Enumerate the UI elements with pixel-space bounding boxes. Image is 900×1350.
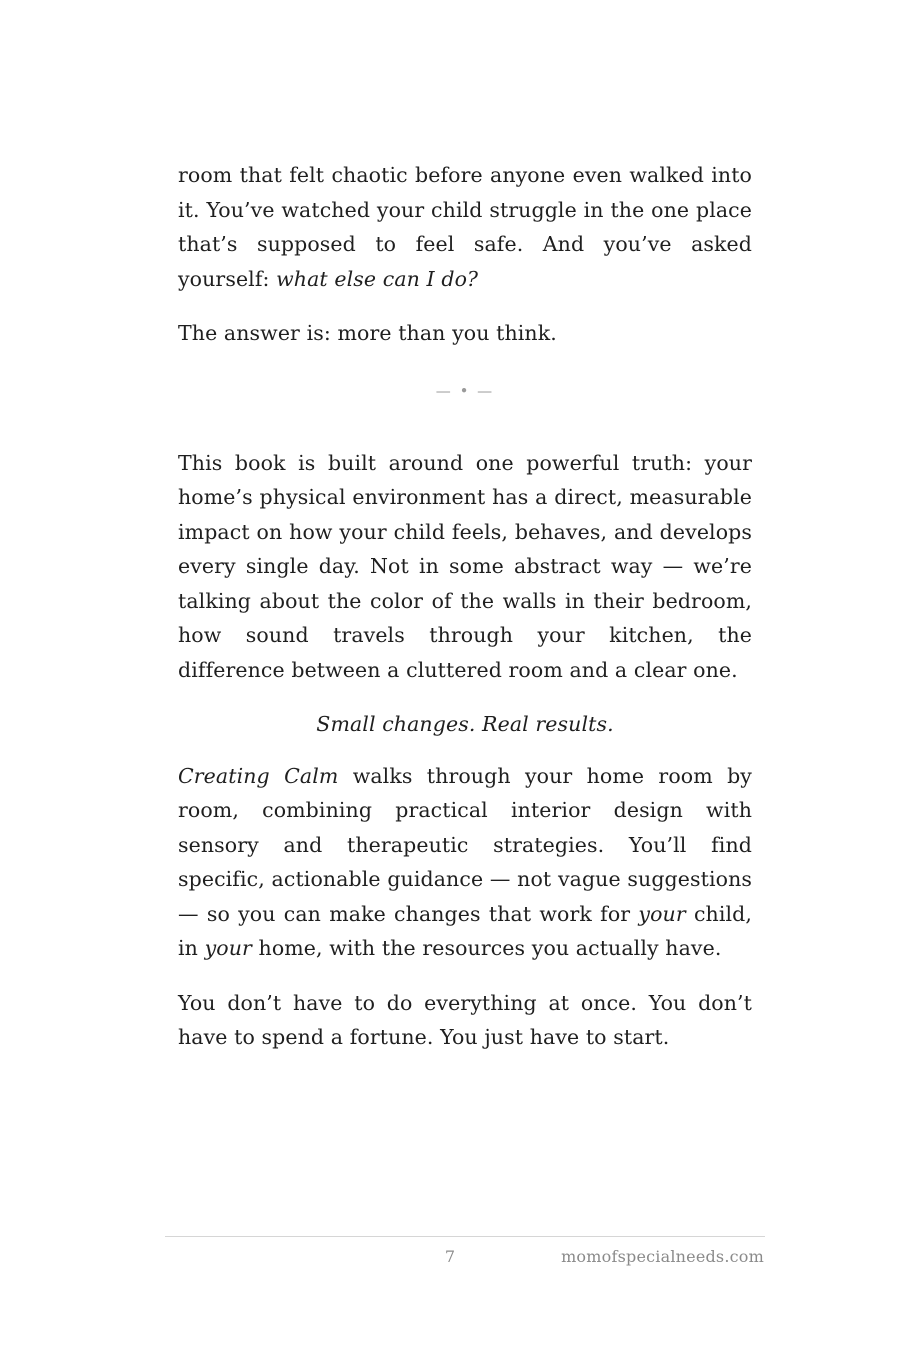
paragraph-answer: The answer is: more than you think. <box>178 321 557 345</box>
emphasis-your-1: your <box>638 901 686 926</box>
page-number: 7 <box>444 1247 456 1266</box>
paragraph-intro-question: what else can I do? <box>276 266 479 291</box>
book-description-text-b: child, in <box>178 901 752 960</box>
paragraph-closing: You don’t have to do everything at once. You don’t have to spend a fortune. You just have to start. <box>178 990 752 1049</box>
footer-rule <box>165 1236 765 1237</box>
paragraph-truth: This book is built around one powerful truth: your home’s physical environment has a direct, measurable impact on how your child feels, behaves, and develops every single day. Not in some abstract way — we’re talking about the color of the walls in their bedroom, how sound travels through your kitchen, the difference between a cluttered room and a clear one. <box>178 450 752 682</box>
emphasis-your-2: your <box>204 936 252 960</box>
section-divider: — • — <box>435 381 495 400</box>
book-description-text-c: home, with the resources you actually have. <box>251 936 722 960</box>
book-title: Creating Calm <box>178 763 339 788</box>
paragraph-intro <box>178 158 752 296</box>
footer-website: momofspecialneeds.com <box>561 1247 764 1266</box>
page-body <box>178 158 752 1055</box>
paragraph-intro-text: room that felt chaotic before anyone even walked into it. You’ve watched your child struggle in the one place that’s supposed to feel safe. And you’ve asked yourself: <box>178 163 752 291</box>
tagline: Small changes. Real results. <box>316 712 614 736</box>
book-description-text-a: walks through your home room by room, combining practical interior design with sensory and therapeutic strategies. You’ll find specific, actionable guidance — not vague suggestions — so you can make changes that work for <box>178 763 752 926</box>
paragraph-book-description <box>178 759 752 966</box>
